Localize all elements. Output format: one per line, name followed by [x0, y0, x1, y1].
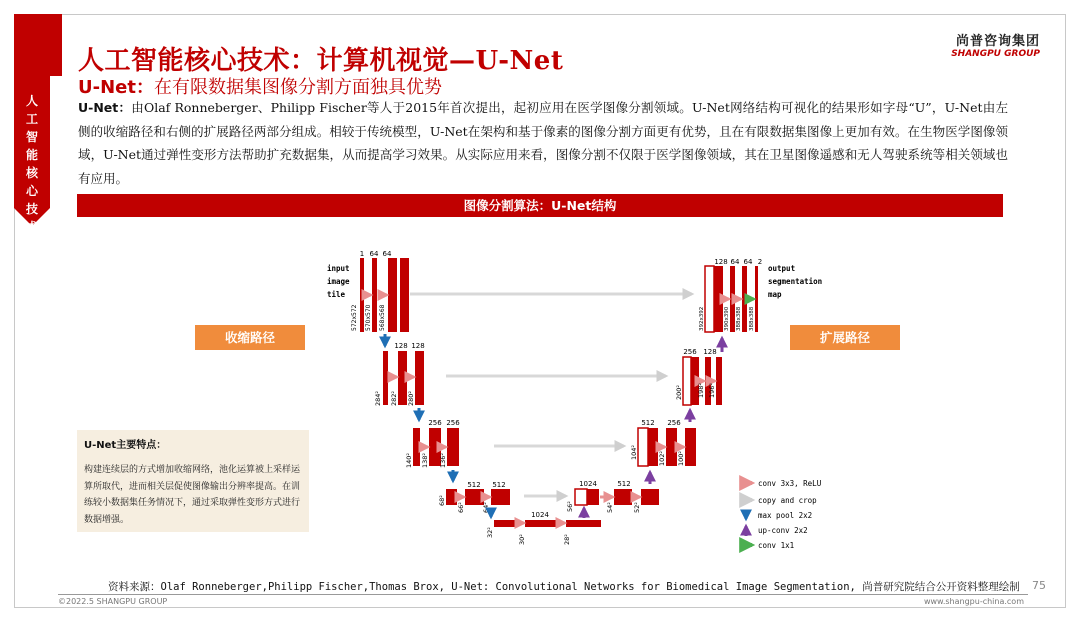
diagram-legend — [740, 479, 821, 550]
size-label: 388x388 — [736, 306, 742, 331]
output-label: output — [768, 264, 796, 273]
brand-name-cn: 尚普咨询集团 — [955, 34, 1040, 49]
channel-label: 1024 — [531, 511, 549, 519]
size-label: 30² — [518, 534, 526, 545]
feature-map-block — [383, 351, 388, 405]
side-label-char: 术 — [25, 220, 38, 234]
size-label: 282² — [390, 390, 398, 406]
section-banner: 图像分割算法：U-Net结构 — [77, 194, 1003, 217]
encoder-level-4 — [438, 481, 510, 513]
channel-label: 256 — [446, 419, 460, 427]
website-link[interactable]: www.shangpu-china.com — [923, 597, 1024, 606]
side-label-char: 工 — [25, 112, 38, 126]
feature-map-block — [446, 489, 457, 505]
feature-map-block — [400, 258, 409, 332]
size-label: 52² — [633, 502, 641, 513]
copied-feature-map — [705, 266, 714, 332]
size-label: 54² — [606, 502, 614, 513]
decoder-level-4 — [566, 480, 659, 513]
source-note: 资料来源：Olaf Ronneberger,Philipp Fischer,Thomas Brox, U-Net: Convolutional Networks for Biomedical Image Segmentation, 尚普研究院结合公开资料整理绘制 — [108, 581, 1020, 593]
legend-copy-label: copy and crop — [758, 496, 817, 505]
features-box — [77, 430, 309, 532]
size-label: 136² — [439, 452, 447, 468]
footer-divider — [58, 594, 1028, 595]
side-label-char: 核 — [25, 166, 38, 180]
decoder-level-2 — [675, 348, 722, 405]
subtitle-text: 在有限数据集图像分割方面独具优势 — [153, 77, 442, 98]
channel-label: 2 — [757, 258, 763, 266]
side-label-char: 智 — [25, 130, 38, 144]
legend-pool-label: max pool 2x2 — [758, 511, 813, 520]
size-label: 572x572 — [351, 304, 358, 331]
side-label-char: 能 — [25, 148, 38, 162]
feature-map-block — [742, 266, 747, 332]
channel-label: 1024 — [579, 480, 597, 488]
feature-map-block — [714, 266, 723, 332]
input-label: image — [327, 277, 350, 286]
output-label: map — [768, 290, 782, 299]
size-label: 390x390 — [724, 306, 730, 331]
channel-label: 256 — [428, 419, 442, 427]
feature-map-block — [730, 266, 735, 332]
feature-map-block — [372, 258, 377, 332]
size-label: 100² — [677, 450, 685, 466]
features-body: 构建连续层的方式增加收缩网络，池化运算被上采样运算所取代，进而相关层促使图像输出分辨率提高。在训练较小数据集任务情况下，通过采取弹性变形方式进行数据增强。 — [84, 465, 301, 525]
channel-label: 512 — [467, 481, 481, 489]
feature-map-block — [716, 357, 722, 405]
size-label: 138² — [421, 452, 429, 468]
input-label: tile — [327, 290, 346, 299]
channel-label: 128 — [411, 342, 425, 350]
channel-label: 64 — [369, 250, 379, 258]
feature-map-block — [388, 258, 397, 332]
size-label: 140² — [405, 452, 413, 468]
description-lead: U-Net： — [78, 100, 132, 115]
copyright: ©2022.5 SHANGPU GROUP — [58, 597, 168, 606]
feature-map-block — [491, 489, 510, 505]
channel-label: 512 — [641, 419, 655, 427]
brand-name-en: SHANGPU GROUP — [951, 49, 1040, 59]
channel-label: 1 — [359, 250, 365, 258]
encoder-level-2 — [374, 342, 425, 406]
channel-label: 64 — [730, 258, 740, 266]
feature-map-block — [398, 351, 407, 405]
size-label: 388x388 — [749, 306, 755, 331]
channel-label: 256 — [683, 348, 697, 356]
feature-map-block — [494, 520, 516, 527]
legend-conv-label: conv 3x3, ReLU — [758, 479, 822, 488]
feature-map-block — [755, 266, 758, 332]
output-label: segmentation — [768, 277, 823, 286]
feature-map-block — [648, 428, 658, 466]
side-label-char: 技 — [25, 202, 38, 216]
size-label: 280² — [407, 390, 415, 406]
size-label: 102² — [658, 450, 666, 466]
feature-map-block — [413, 428, 420, 466]
size-label: 568x568 — [379, 304, 386, 331]
size-label: 198² — [697, 382, 705, 398]
expanding-path-label: 扩展路径 — [790, 325, 900, 350]
size-label: 68² — [438, 495, 446, 506]
size-label: 392x392 — [699, 306, 705, 331]
size-label: 196² — [708, 382, 716, 398]
feature-map-block — [614, 489, 632, 505]
size-label: 104² — [630, 444, 638, 460]
feature-map-block — [587, 489, 599, 505]
decoder-level-1 — [699, 258, 822, 332]
feature-map-block — [566, 520, 601, 527]
encoder-level-3 — [405, 419, 460, 468]
legend-up-label: up-conv 2x2 — [758, 526, 808, 535]
size-label: 66² — [457, 502, 465, 513]
copied-feature-map — [683, 357, 691, 405]
subtitle-lead: U-Net： — [78, 77, 154, 98]
size-label: 32² — [486, 527, 494, 538]
channel-label: 64 — [382, 250, 392, 258]
size-label: 28² — [563, 534, 571, 545]
features-title: U-Net主要特点： — [84, 440, 167, 451]
feature-map-block — [666, 428, 677, 466]
description-text: 由Olaf Ronneberger、Philipp Fischer等人于2015年首次提出，起初应用在医学图像分割领域。U-Net网络结构可视化的结果形如字母“U”，U-Net由左侧的收缩路径和右侧的扩展路径两部分组成。相较于传统模型，U-Net在架构和基于像素的图像分割方面更有优势，且在有限数据集图像上更加有效。在生物医学图像领域，U-Net通过弹性变形方法帮助扩充数据集，从而提高学习效果。从实际应用来看，图像分割不仅限于医学图像领域，其在卫星图像遥感和无人驾驶系统等相关领域也有应用。 — [78, 100, 1008, 186]
size-label: 64² — [482, 502, 490, 513]
channel-label: 64 — [743, 258, 753, 266]
size-label: 200² — [675, 384, 683, 400]
legend-conv1x1-label: conv 1x1 — [758, 541, 795, 550]
feature-map-block — [641, 489, 659, 505]
contracting-path-label: 收缩路径 — [195, 325, 305, 350]
slide-title: 人工智能核心技术：计算机视觉—U-Net — [78, 46, 564, 76]
feature-map-block — [360, 258, 364, 332]
channel-label: 256 — [667, 419, 681, 427]
size-label: 284² — [374, 390, 382, 406]
channel-label: 512 — [617, 480, 631, 488]
channel-label: 128 — [714, 258, 728, 266]
decoder-level-3 — [630, 419, 696, 466]
size-label: 570x570 — [365, 304, 372, 331]
copied-feature-map — [575, 489, 587, 505]
side-label-char: 心 — [25, 184, 38, 198]
feature-map-block — [447, 428, 459, 466]
page-number: 75 — [1032, 579, 1046, 592]
feature-map-block — [525, 520, 556, 527]
channel-label: 512 — [492, 481, 506, 489]
channel-label: 128 — [703, 348, 717, 356]
copied-feature-map — [638, 428, 648, 466]
encoder-level-1 — [327, 250, 409, 332]
size-label: 56² — [566, 501, 574, 512]
feature-map-block — [415, 351, 424, 405]
channel-label: 128 — [394, 342, 408, 350]
input-label: input — [327, 264, 350, 273]
side-label-char: 人 — [25, 94, 38, 108]
feature-map-block — [685, 428, 696, 466]
